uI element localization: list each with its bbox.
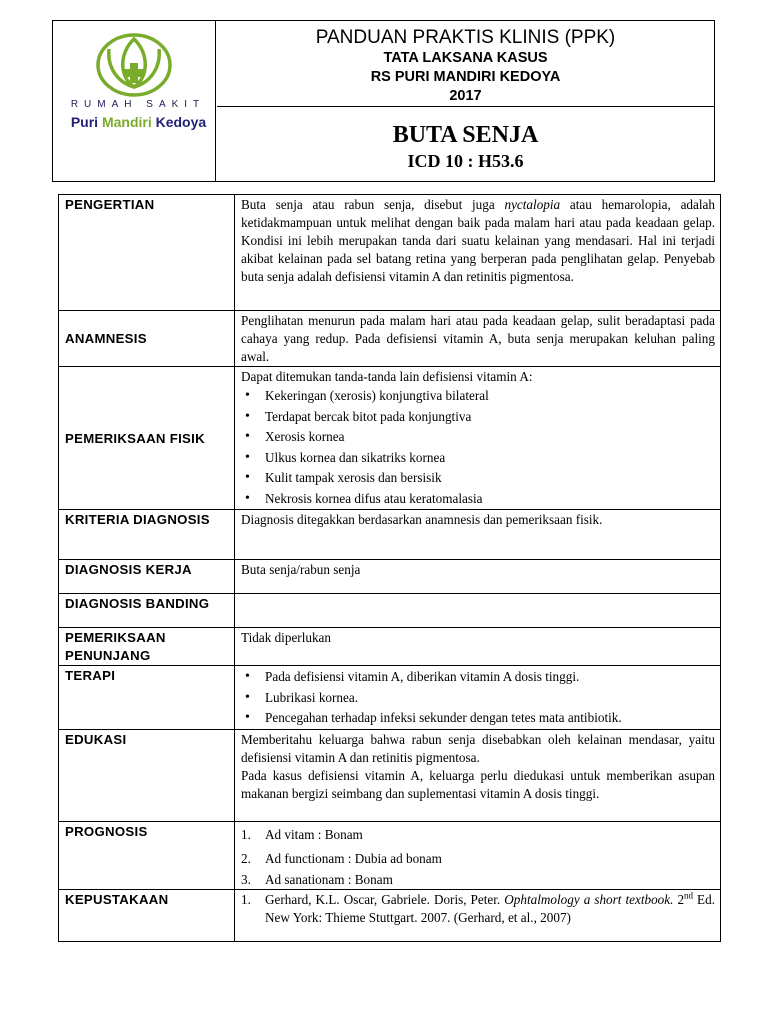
row-value [235,666,721,730]
list-number: 3. [241,871,251,887]
row-value [235,729,721,821]
list-number: 2. [241,850,251,866]
list-item: • Ulkus kornea dan sikatriks kornea [265,448,715,469]
list-item: • Pencegahan terhadap infeksi sekunder dengan tetes mata antibiotik. [265,708,715,729]
list-item: • Kekeringan (xerosis) konjungtiva bilateral [265,386,715,407]
list-item: • Xerosis kornea [265,427,715,448]
anamnesis-label: ANAMNESIS [65,331,147,346]
pemeriksaan-intro: Dapat ditemukan tanda-tanda lain defisiensi vitamin A: [241,369,533,384]
list-item: • Terdapat bercak bitot pada konjungtiva [265,407,715,428]
reference-sup: nd [684,890,694,901]
document-subtitle-1: TATA LAKSANA KASUS [383,50,548,66]
row-label: KRITERIA DIAGNOSIS [59,510,235,560]
table-row [59,729,721,821]
header-title-block [217,21,714,107]
logo-name-kedoya: Kedoya [151,114,207,130]
document-subtitle-2: RS PURI MANDIRI KEDOYA [370,69,561,85]
row-label: KEPUSTAKAAN [59,889,235,941]
topic-title: BUTA SENJA [392,122,539,148]
edukasi-paragraph-1: Memberitahu keluarga bahwa rabun senja disebabkan oleh kelainan mendasar, yaitu defisiensi vitamin A dan retinitis pigmentosa. [241,731,715,765]
logo-name-mandiri: Mandiri [101,114,152,130]
header-topic-block [217,107,714,181]
list-item: • Lubrikasi kornea. [265,688,715,709]
row-label: DIAGNOSIS BANDING [59,594,235,628]
table-row [59,628,721,666]
row-label [59,311,235,367]
list-item [241,871,715,889]
logo-hospital-name [61,114,216,130]
row-value [235,367,721,510]
row-value: Penglihatan menurun pada malam hari atau pada keadaan gelap, sulit beradaptasi pada cahaya yang redup. Pada defisiensi vitamin A, buta senja merupakan keluhan paling awal. [235,311,721,367]
row-label: PEMERIKSAAN PENUNJANG [59,628,235,666]
bullet-list [241,667,715,729]
list-text: Ad sanationam : Bonam [265,871,393,887]
document-header [52,20,715,182]
reference-authors: Gerhard, K.L. Oscar, Gabriele. Doris, Peter. [265,891,505,907]
list-text: Ad functionam : Dubia ad bonam [265,850,442,866]
pengertian-text-b: atau hemarolopia, adalah ketidakmampuan untuk melihat dengan baik pada malam hari atau pada keadaan gelap. Kondisi ini lebih merupakan tanda dari suatu kelainan yang mendasari. Hal ini terjadi akibat kelainan pada sel batang retina yang berperan pada penglihatan gelap. Penyebab buta senja adalah defisiensi vitamin A dan retinitis pigmentosa. [241,197,715,284]
list-item: • Pada defisiensi vitamin A, diberikan vitamin A dosis tinggi. [265,667,715,688]
table-row [59,367,721,510]
list-item: • Nekrosis kornea difus atau keratomalasia [265,489,715,510]
pemeriksaan-fisik-label: PEMERIKSAAN FISIK [65,430,205,446]
list-text: Ad vitam : Bonam [265,826,363,842]
bullet-list [241,386,715,509]
row-label: PROGNOSIS [59,821,235,889]
table-row [59,666,721,730]
reference-item [241,890,716,927]
row-label [59,367,235,510]
logo-name-puri: Puri [70,114,102,130]
row-label: EDUKASI [59,729,235,821]
icd-code: ICD 10 : H53.6 [407,151,524,171]
table-row [59,821,721,889]
row-value [235,821,721,889]
list-item: • Kulit tampak xerosis dan bersisik [265,468,715,489]
edukasi-paragraph-2: Pada kasus defisiensi vitamin A, keluarga perlu diedukasi untuk memberikan asupan makanan bergizi seimbang dan suplementasi vitamin A dosis tinggi. [241,767,715,801]
hospital-logo [53,21,216,181]
reference-publisher: Ed. New York: Thieme Stuttgart. 2007. (Gerhard, et al., 2007) [265,891,716,925]
row-value: Diagnosis ditegakkan berdasarkan anamnesis dan pemeriksaan fisik. [235,510,721,560]
list-number: 1. [241,826,251,842]
list-item [241,823,715,847]
row-value: Tidak diperlukan [235,628,721,666]
table-row [59,510,721,560]
pengertian-italic: nyctalopia [504,197,561,212]
lotus-cross-logo-icon [89,25,179,99]
table-row [59,195,721,311]
row-value [235,195,721,311]
row-value [235,889,721,941]
numbered-list [241,891,715,927]
logo-rumah-sakit-text: RUMAH SAKIT [70,99,206,110]
ppk-table [58,194,721,942]
row-label: DIAGNOSIS KERJA [59,560,235,594]
document-title: PANDUAN PRAKTIS KLINIS (PPK) [315,27,616,48]
reference-edition: 2 [673,891,685,907]
table-row [59,311,721,367]
row-label: PENGERTIAN [59,195,235,311]
list-number: 1. [241,891,251,907]
list-item [241,847,715,871]
row-value: Buta senja/rabun senja [235,560,721,594]
table-row [59,560,721,594]
row-value [235,594,721,628]
table-row [59,594,721,628]
reference-title: Ophtalmology a short textbook. [504,891,674,907]
pengertian-text-a: Buta senja atau rabun senja, disebut juga [241,197,505,212]
numbered-list [241,823,715,889]
document-year: 2017 [449,88,482,104]
row-label: TERAPI [59,666,235,730]
table-row [59,889,721,941]
